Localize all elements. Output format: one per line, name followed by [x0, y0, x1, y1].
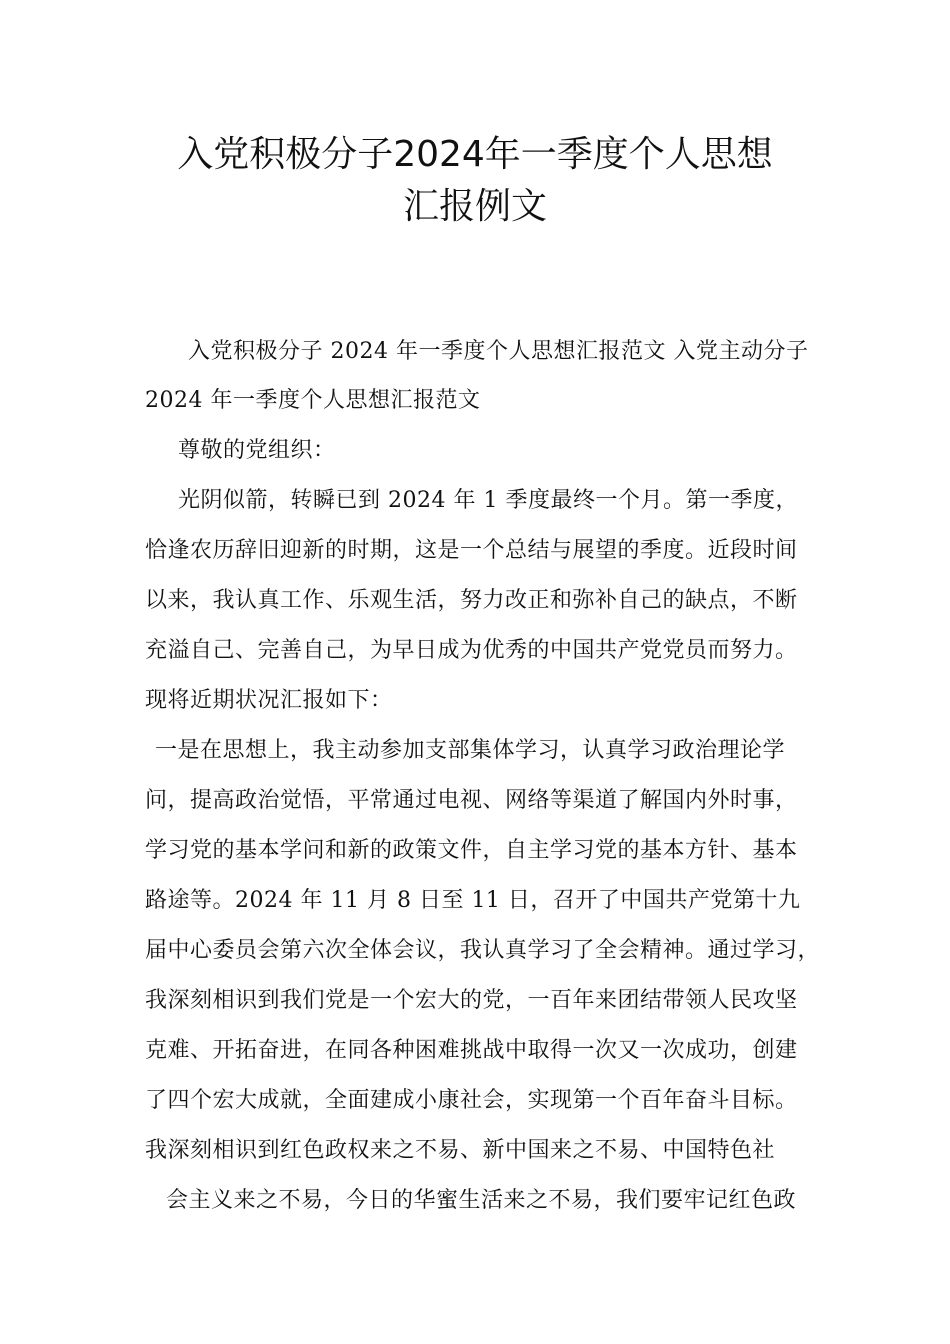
body-line: 学习党的基本学问和新的政策文件，自主学习党的基本方针、基本: [145, 838, 798, 863]
body-line: 了四个宏大成就，全面建成小康社会，实现第一个百年奋斗目标。: [145, 1088, 798, 1113]
body-line: 充溢自己、完善自己，为早日成为优秀的中国共产党党员而努力。: [145, 638, 798, 663]
body-line: 入党积极分子 2024 年一季度个人思想汇报范文 入党主动分子: [188, 339, 809, 364]
body-line: 我深刻相识到红色政权来之不易、新中国来之不易、中国特色社: [145, 1138, 776, 1163]
body-line: 恰逢农历辞旧迎新的时期，这是一个总结与展望的季度。近段时间: [145, 538, 798, 563]
body-line: 问，提高政治觉悟，平常通过电视、网络等渠道了解国内外时事，: [145, 788, 798, 813]
body-line: 以来，我认真工作、乐观生活，努力改正和弥补自己的缺点，不断: [145, 588, 798, 613]
body-line: 一是在思想上，我主动参加支部集体学习，认真学习政治理论学: [155, 738, 786, 763]
body-line: 届中心委员会第六次全体会议，我认真学习了全会精神。通过学习，: [145, 938, 821, 963]
body-line: 我深刻相识到我们党是一个宏大的党，一百年来团结带领人民攻坚: [145, 988, 798, 1013]
body-line: 现将近期状况汇报如下：: [145, 688, 393, 713]
body-line: 克难、开拓奋进，在同各种困难挑战中取得一次又一次成功，创建: [145, 1038, 798, 1063]
body-line: 会主义来之不易，今日的华蜜生活来之不易，我们要牢记红色政: [166, 1188, 797, 1213]
document-title-line-1: 入党积极分子2024年一季度个人思想: [177, 134, 773, 175]
body-line: 路途等。2024 年 11 月 8 日至 11 日，召开了中国共产党第十九: [145, 888, 801, 913]
document-title-line-2: 汇报例文: [402, 186, 547, 227]
body-line: 2024 年一季度个人思想汇报范文: [145, 388, 481, 413]
salutation: 尊敬的党组织：: [178, 438, 336, 463]
body-line: 光阴似箭，转瞬已到 2024 年 1 季度最终一个月。第一季度，: [178, 488, 798, 513]
